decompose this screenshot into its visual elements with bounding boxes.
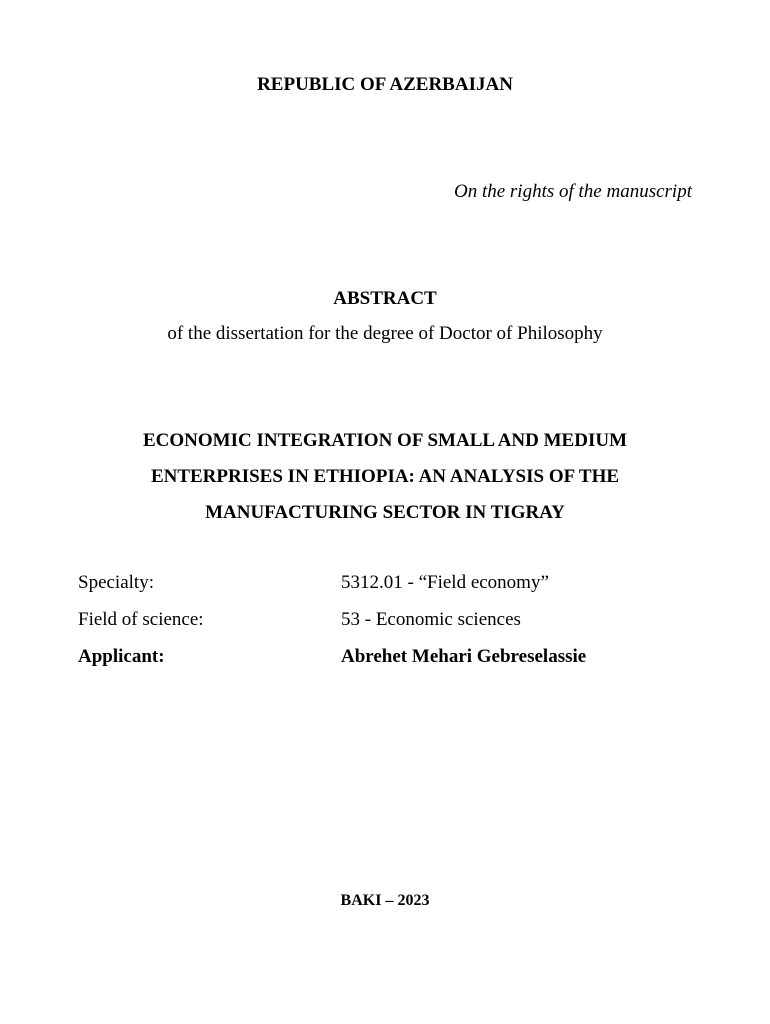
dissertation-title-line: ECONOMIC INTEGRATION OF SMALL AND MEDIUM (143, 430, 627, 451)
dissertation-title-line: MANUFACTURING SECTOR IN TIGRAY (205, 502, 565, 523)
manuscript-rights-note: On the rights of the manuscript (453, 181, 692, 202)
field-of-science-value: 53 - Economic sciences (341, 609, 521, 630)
applicant-value: Abrehet Mehari Gebreselassie (341, 646, 587, 667)
country-heading: REPUBLIC OF AZERBAIJAN (257, 74, 513, 95)
specialty-value: 5312.01 - “Field economy” (341, 572, 549, 593)
dissertation-title-line: ENTERPRISES IN ETHIOPIA: AN ANALYSIS OF THE (150, 466, 620, 487)
abstract-title: ABSTRACT (333, 288, 437, 309)
abstract-subtitle: of the dissertation for the degree of Doctor of Philosophy (167, 323, 603, 344)
applicant-label: Applicant: (78, 646, 165, 667)
field-of-science-label: Field of science: (78, 609, 204, 630)
specialty-label: Specialty: (78, 572, 154, 593)
place-year: BAKI – 2023 (340, 892, 430, 909)
